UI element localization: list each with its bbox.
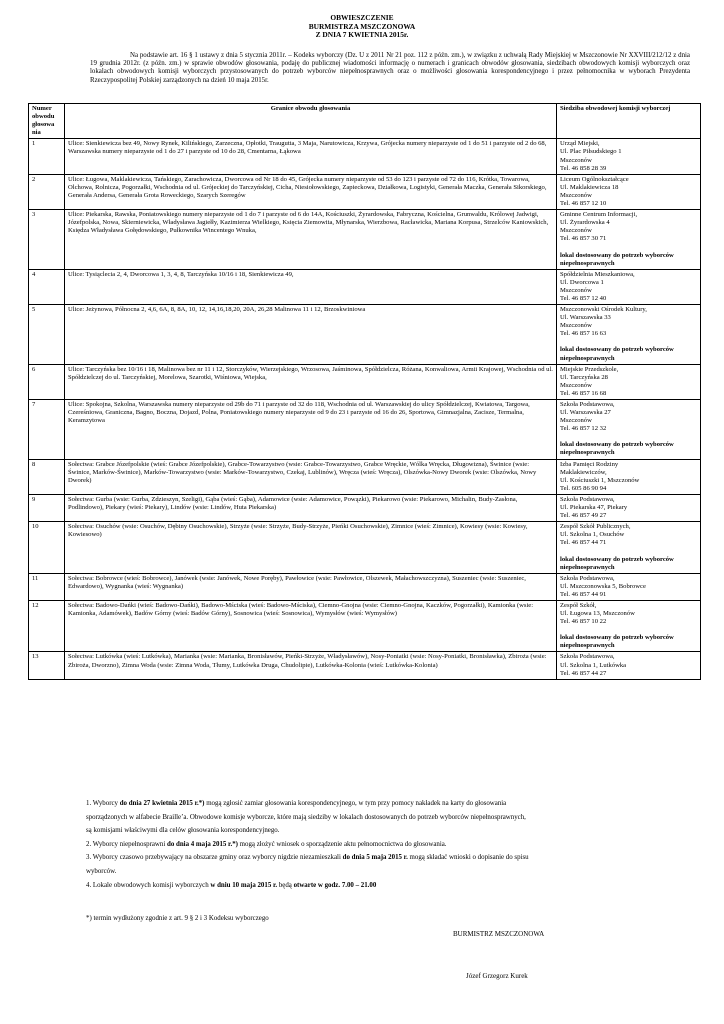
district-boundaries: Ulice: Tysiąclecia 2, 4, Dworcowa 1, 3, 4, 8, Tarczyńska 10/16 i 18, Sienkiewicza 49, (65, 269, 557, 304)
column-header-number: Numer obwodu głosowa nia (29, 104, 65, 139)
seat-line: Ul. Mszczonowska 5, Bobrowce (560, 582, 646, 590)
seat-line: Izba Pamięci Rodziny (560, 460, 619, 468)
commission-seat (557, 174, 701, 209)
table-row (29, 364, 701, 399)
header-line-2: BURMISTRZA MSZCZONOWA (308, 21, 416, 31)
seat-line: Mszczonów (560, 286, 592, 294)
seat-line: Miejskie Przedszkole, (560, 365, 619, 373)
seat-line: Mszczonów (560, 322, 592, 330)
seat-line: Tel. 46 857 30 71 (560, 235, 607, 243)
district-number: 5 (29, 305, 65, 365)
seat-line: Liceum Ogólnokształcące (560, 175, 629, 183)
seat-line: Ul. Warszawska 33 (560, 314, 611, 322)
column-header-bounds: Granice obwodu głosowania (65, 104, 557, 139)
table-row (29, 573, 701, 600)
district-number: 4 (29, 269, 65, 304)
note-3: 3. Wyborcy czasowo przebywający na obszarze gminy oraz wyborcy nigdzie niezamieszkali do dnia 5 maja 2015 r. mogą składać wnioski o dopisanie do spisu (86, 854, 529, 862)
seat-line: Mszczonów (560, 227, 592, 235)
seat-line: Tel. 46 857 12 40 (560, 294, 607, 302)
seat-line: Zespół Szkół, (560, 601, 597, 609)
accessible-note: lokal dostosowany do potrzeb wyborców niepełnosprawnych (560, 441, 674, 457)
district-number: 3 (29, 210, 65, 270)
commission-seat (557, 600, 701, 651)
column-header-seat: Siedziba obwodowej komisji wyborczej (557, 104, 701, 139)
table-body (29, 139, 701, 679)
seat-line: Ul. Tarczyńska 28 (560, 373, 608, 381)
table-row (29, 459, 701, 494)
note-1-line-3: są komisjami właściwymi dla celów głosowania korespondencyjnego. (86, 827, 280, 835)
notes-section (86, 797, 686, 892)
seat-line: Ul. Plac Piłsudskiego 1 (560, 148, 622, 156)
commission-seat (557, 400, 701, 460)
seat-line: Ul. Kościuszki 1, Mszczonów (560, 476, 640, 484)
table-row (29, 269, 701, 304)
district-boundaries: Sołectwa: Osuchów (wsie: Osuchów, Dębiny Osuchowskie), Strzyże (wsie: Strzyże, Budy-Strzyże, Pieńki Osuchowskie), Zimnice (wieś: Zimnice), Kowiesy (wsie: Kowiesy, Kowiesowo) (65, 522, 557, 573)
commission-seat (557, 573, 701, 600)
seat-line: Tel. 46 857 12 32 (560, 425, 607, 433)
signature-title: BURMISTRZ MSZCZONOWA (453, 930, 545, 938)
seat-line: Tel. 46 857 44 27 (560, 669, 607, 677)
commission-seat (557, 269, 701, 304)
note-1-line-2: sporządzonych w alfabecie Braille’a. Obwodowe komisje wyborcze, które mają siedziby w lokalach dostosowanych do potrzeb wyborców niepełnosprawnych, (86, 813, 526, 821)
seat-line: Tel. 46 857 16 63 (560, 330, 607, 338)
note-2: 2. Wyborcy niepełnosprawni do dnia 4 maja 2015 r.*) mogą złożyć wniosek o sporządzenie aktu pełnomocnictwa do głosowania. (86, 840, 447, 848)
district-boundaries: Ulice: Jeżynowa, Północna 2, 4,6, 6A, 8, 8A, 10, 12, 14,16,18,20, 20A, 26,28 Malinowa 11 i 12, Brzoskwiniowa (65, 305, 557, 365)
seat-line: Ul. Ługowa 13, Mszczonów (560, 610, 635, 618)
intro-paragraph (90, 52, 690, 85)
note-4: 4. Lokale obwodowych komisji wyborczych w dniu 10 maja 2015 r. będą otwarte w godz. 7.00 – 21.00 (86, 881, 377, 889)
district-number: 11 (29, 573, 65, 600)
seat-line: Tel. 605 86 90 94 (560, 484, 607, 492)
seat-line: Tel. 46 857 44 91 (560, 590, 607, 598)
commission-seat (557, 139, 701, 174)
commission-seat (557, 652, 701, 679)
seat-line: Ul. Warszawska 27 (560, 409, 611, 417)
district-number: 2 (29, 174, 65, 209)
commission-seat (557, 459, 701, 494)
header-line-1: OBWIESZCZENIE (330, 13, 394, 22)
seat-line: Tel. 46 857 16 68 (560, 389, 607, 397)
district-boundaries: Sołectwa: Grabce Józefpolskie (wieś: Grabce Józefpolskie), Grabce-Towarzystwo (wsie: Grabce-Towarzystwo, Grabce Wręckie, Wólka Wręcka, Długowizna), Świnice (wsie: Świnice, Marków-Świnice), Marków-Towarzystwo (wsie: Marków-Towarzystwo, Czekaj, Lublinów), Wręcza (wieś: Wręcza), Olszówka-Nowy Dworek (wsie: Olszówka, Nowy Dworek) (65, 459, 557, 494)
seat-line: Tel. 46 857 12 10 (560, 200, 607, 208)
table-row (29, 400, 701, 460)
table-row (29, 174, 701, 209)
seat-line: Tel. 46 858 28 39 (560, 164, 607, 172)
seat-line: Mszczonów (560, 191, 592, 199)
seat-line: Ul. Żyrardowska 4 (560, 219, 610, 227)
district-number: 9 (29, 494, 65, 521)
district-boundaries: Sołectwa: Badowo-Dańki (wieś: Badowo-Dańki), Badowo-Mściska (wieś: Badowo-Mściska), Ciemno-Gnojna (wsie: Ciemno-Gnojna, Kaczków, Pogorzałki), Kamionka (wsie: Kamionka, Adamówek), Badów Górny (wieś: Badów Górny), Sosnowica (wieś: Sosnowica), Wymysłów (wieś: Wymysłów) (65, 600, 557, 651)
commission-seat (557, 364, 701, 399)
table-row (29, 522, 701, 573)
district-number: 10 (29, 522, 65, 573)
table-row (29, 210, 701, 270)
seat-line: Szkoła Podstawowa, (560, 574, 615, 582)
district-boundaries: Ulice: Tarczyńska bez 10/16 i 18, Malinowa bez nr 11 i 12, Storczyków, Wierzejskiego, Wrzosowa, Jaśminowa, Spółdzielcza, Różana, Konwaliowa, Armii Krajowej, Wschodnia od ul. Spółdzielczej do ul. Tarczyńskiej, Morelowa, Szarotki, Wiśniowa, Wiejska, (65, 364, 557, 399)
seat-line: Mszczonów (560, 417, 592, 425)
signature-name: Józef Grzegorz Kurek (466, 972, 528, 980)
district-boundaries: Sołectwa: Lutkówka (wieś: Lutkówka), Marianka (wsie: Marianka, Bronisławów, Pieńki-Strzyże, Władysławów), Nosy-Poniatki (wsie: Nosy-Poniatki, Bronisławka), Zbiroża (wsie: Zbiroża, Dworzno), Zimna Woda (wsie: Zimna Woda, Tłumy, Lutkówka Druga, Chudolipie), Lutkówka-Kolonia (wieś: Lutkówka-Kolonia) (65, 652, 557, 679)
seat-line: Ul. Maklakiewicza 18 (560, 183, 619, 191)
commission-seat (557, 210, 701, 270)
district-boundaries: Ulice: Piekarska, Rawska, Poniatowskiego numery nieparzyste od 1 do 7 i parzyste od 6 do 14A, Kościuszki, Żyrardowska, Fabryczna, Kościelna, Grunwaldu, Królowej Jadwigi, Józefpolska, Nowa, Skierniewicka, Władysława Jagiełły, Kazimierza Wielkiego, Księcia Ziemowita, Młynarska, Wierzbowa, Racławicka, Mariana Korpusa, Strzelców Kaniowskich, Księdza Władysława Gołędowskiego, Pułkownika Wincentego Wnuka, (65, 210, 557, 270)
seat-line: Mszczonowski Ośrodek Kultury, (560, 306, 647, 314)
voting-districts-table (28, 103, 701, 680)
seat-line: Tel. 46 857 49 27 (560, 512, 607, 520)
seat-line: Ul. Szkolna 1, Osuchów (560, 531, 625, 539)
seat-line: Mszczonów (560, 156, 592, 164)
accessible-note: lokal dostosowany do potrzeb wyborców niepełnosprawnych (560, 555, 674, 571)
commission-seat (557, 522, 701, 573)
district-boundaries: Ulice: Ługowa, Maklakiewicza, Tańskiego, Zarachowicza, Dworcowa od Nr 18 do 45, Grójecka numery nieparzyste od 53 do 123 i parzyste od 72 do 116, Krótka, Towarowa, Olchowa, Rolnicza, Pogorzałki, Wschodnia od ul. Grójeckiej do Tarczyńskiej, Cicha, Niesiołowskiego, Zapieckowa, Działkowa, Logistyki, Generała Maczka, Generała Sikorskiego, Generała Andersa, Generała Grota Roweckiego, Szarych Szeregów (65, 174, 557, 209)
seat-line: Urząd Miejski, (560, 140, 600, 148)
note-3-line-2: wyborców. (86, 867, 117, 875)
table-row (29, 305, 701, 365)
district-number: 7 (29, 400, 65, 460)
seat-line: Zespół Szkół Publicznych, (560, 523, 631, 531)
seat-line: Maklakiewiczów, (560, 468, 607, 476)
district-number: 13 (29, 652, 65, 679)
table-row (29, 600, 701, 651)
commission-seat (557, 494, 701, 521)
accessible-note: lokal dostosowany do potrzeb wyborców niepełnosprawnych (560, 634, 674, 650)
commission-seat (557, 305, 701, 365)
district-number: 1 (29, 139, 65, 174)
table-row (29, 494, 701, 521)
accessible-note: lokal dostosowany do potrzeb wyborców niepełnosprawnych (560, 346, 674, 362)
header-line-3: Z DNIA 7 KWIETNIA 2015r. (315, 30, 409, 40)
district-number: 12 (29, 600, 65, 651)
seat-line: Spółdzielnia Mieszkaniowa, (560, 270, 635, 278)
district-number: 8 (29, 459, 65, 494)
seat-line: Ul. Piekarska 47, Piekary (560, 504, 628, 512)
seat-line: Szkoła Podstawowa, (560, 495, 615, 503)
seat-line: Ul. Dworcowa 1 (560, 278, 604, 286)
seat-line: Tel. 46 857 10 22 (560, 618, 607, 626)
seat-line: Gminne Centrum Informacji, (560, 211, 638, 219)
seat-line: Tel. 46 857 44 71 (560, 539, 607, 547)
note-1: 1. Wyborcy do dnia 27 kwietnia 2015 r.*) mogą zgłosić zamiar głosowania korespondencyjnego, w tym przy pomocy nakładek na karty do głosowania (86, 800, 507, 807)
district-boundaries: Ulice: Sienkiewicza bez 49, Nowy Rynek, Kilińskiego, Zarzeczna, Opłotki, Traugutta, 3 Maja, Narutowicza, Krzywa, Grójecka numery nieparzyste od 1 do 51 i parzyste od 2 do 68, Warszawska numery nieparzyste od 1 do 27 i parzyste od 10 do 28, Cmentarna, Łąkowa (65, 139, 557, 174)
document-header (0, 14, 724, 40)
district-boundaries: Sołectwa: Bobrowce (wieś: Bobrowce), Janówek (wsie: Janówek, Nowe Poręby), Pawłowice (wsie: Pawłowice, Olszewek, Małachowszczyzna), Suszeniec (wsie: Suszeniec, Edwardowo), Wygnanka (wieś: Wygnanka) (65, 573, 557, 600)
seat-line: Szkoła Podstawowa, (560, 653, 615, 661)
seat-line: Ul. Szkolna 1, Lutkówka (560, 661, 627, 669)
intro-text: Na podstawie art. 16 § 1 ustawy z dnia 5 stycznia 2011r. – Kodeks wyborczy (Dz. U z 2011 Nr 21 poz. 112 z późn. zm.), w związku z uchwałą Rady Miejskiej w Mszczonowie Nr XXVIII/212/12 z dnia 19 grudnia 2012r. (z późn. zm.) w sprawie obwodów głosowania, podaję do publicznej wiadomości informację o numerach i granicach obwodów głosowania, siedzibach obwodowych komisji wyborczych oraz lokalach obwodowych komisji wyborczych przystosowanych do potrzeb wyborców niepełnosprawnych oraz o możliwości głosowania korespondencyjnego i przez pełnomocnika w wyborach Prezydenta Rzeczypospolitej Polskiej zarządzonych na dzień 10 maja 2015r. (90, 52, 690, 84)
district-boundaries: Sołectwa: Gurba (wsie: Gurba, Zdzieszyn, Szeligi), Gąba (wieś: Gąba), Adamowice (wsie: Adamowice, Powązki), Piekarowo (wsie: Piekarowo, Michalin, Budy-Zasłona, Podlindowo), Piekary (wieś: Piekary), Lindów (wsie: Lindów, Huta Piekarska) (65, 494, 557, 521)
footnote: *) termin wydłużony zgodnie z art. 9 § 2 i 3 Kodeksu wyborczego (86, 915, 269, 922)
accessible-note: lokal dostosowany do potrzeb wyborców niepełnosprawnych (560, 251, 674, 267)
district-number: 6 (29, 364, 65, 399)
seat-line: Mszczonów (560, 381, 592, 389)
table-header-row (29, 104, 701, 139)
district-boundaries: Ulice: Spokojna, Szkolna, Warszawska numery nieparzyste od 29b do 71 i parzyste od 32 do 118, Wschodnia od ul. Warszawskiej do ulicy Spółdzielczej, Kwiatowa, Targowa, Czereśniowa, Graniczna, Bagno, Boczna, Dojazd, Polna, Poniatowskiego numery nieparzyste od 9 do 23 i parzyste od 16 do 26, Sportowa, Gimnazjalna, Zacisze, Termalna, Keramzytowa (65, 400, 557, 460)
table-row (29, 652, 701, 679)
seat-line: Szkoła Podstawowa, (560, 401, 615, 408)
table-row (29, 139, 701, 174)
